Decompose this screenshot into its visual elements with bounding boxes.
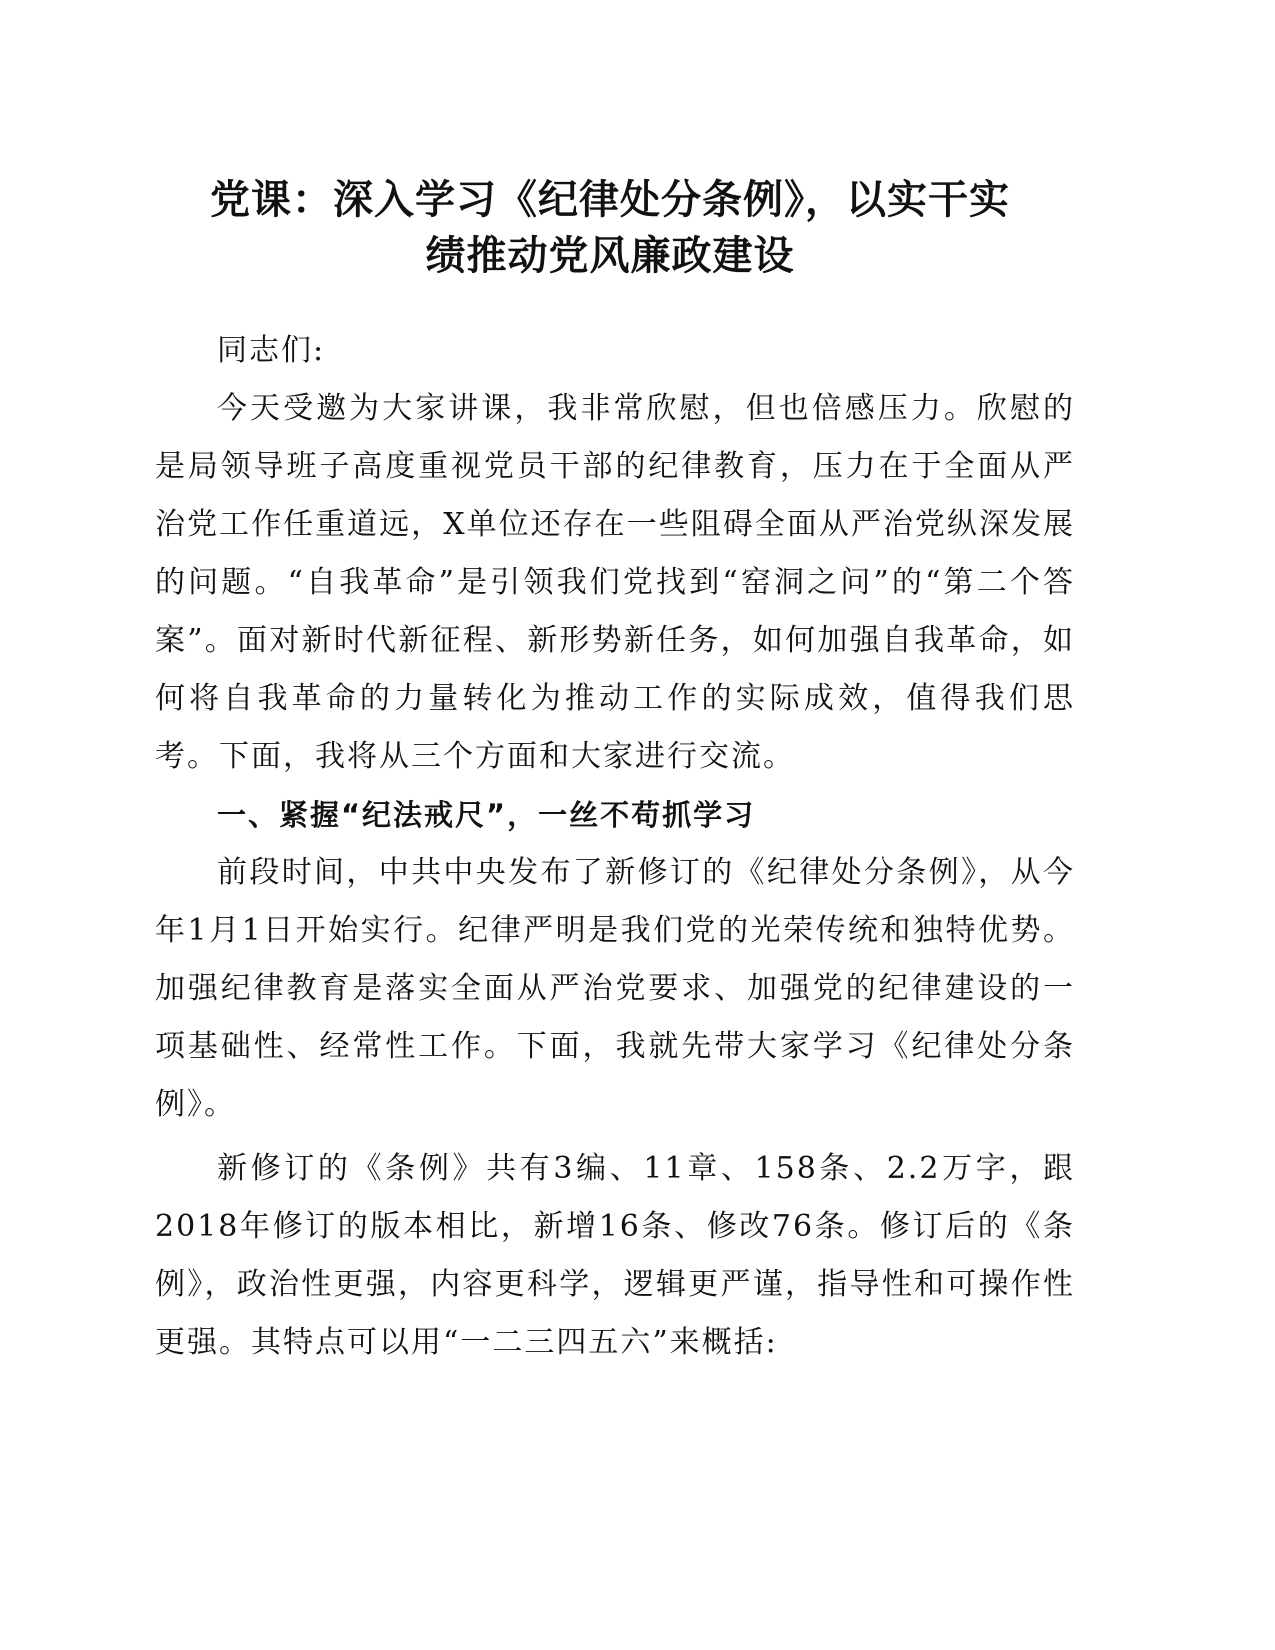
- title-line-2: 绩推动党风廉政建设: [425, 233, 795, 279]
- section-heading: 一、紧握“纪法戒尺”，一丝不苟抓学习: [217, 798, 756, 832]
- salutation: 同志们:: [217, 333, 326, 368]
- document-body: [155, 322, 1075, 1372]
- intro-paragraph: 今天受邀为大家讲课，我非常欣慰，但也倍感压力。欣慰的是局领导班子高度重视党员干部的纪律教育，压力在于全面从严治党工作任重道远，X单位还存在一些阻碍全面从严治党纵深发展的问题。“自我革命”是引领我们党找到“窑洞之问”的“第二个答案”。面对新时代新征程、新形势新任务，如何加强自我革命，如何将自我革命的力量转化为推动工作的实际成效，值得我们思考。下面，我将从三个方面和大家进行交流。: [155, 391, 1075, 774]
- document-title: [150, 172, 1070, 284]
- title-line-1: 党课：深入学习《纪律处分条例》，以实干实: [210, 177, 1010, 223]
- body-paragraph: 新修订的《条例》共有3编、11章、158条、2.2万字，跟2018年修订的版本相比，新增16条、修改76条。修订后的《条例》，政治性更强，内容更科学，逻辑更严谨，指导性和可操作性更强。其特点可以用“一二三四五六”来概括:: [155, 1151, 1075, 1360]
- body-paragraph: 前段时间，中共中央发布了新修订的《纪律处分条例》，从今年1月1日开始实行。纪律严明是我们党的光荣传统和独特优势。加强纪律教育是落实全面从严治党要求、加强党的纪律建设的一项基础性、经常性工作。下面，我就先带大家学习《纪律处分条例》。: [155, 855, 1075, 1122]
